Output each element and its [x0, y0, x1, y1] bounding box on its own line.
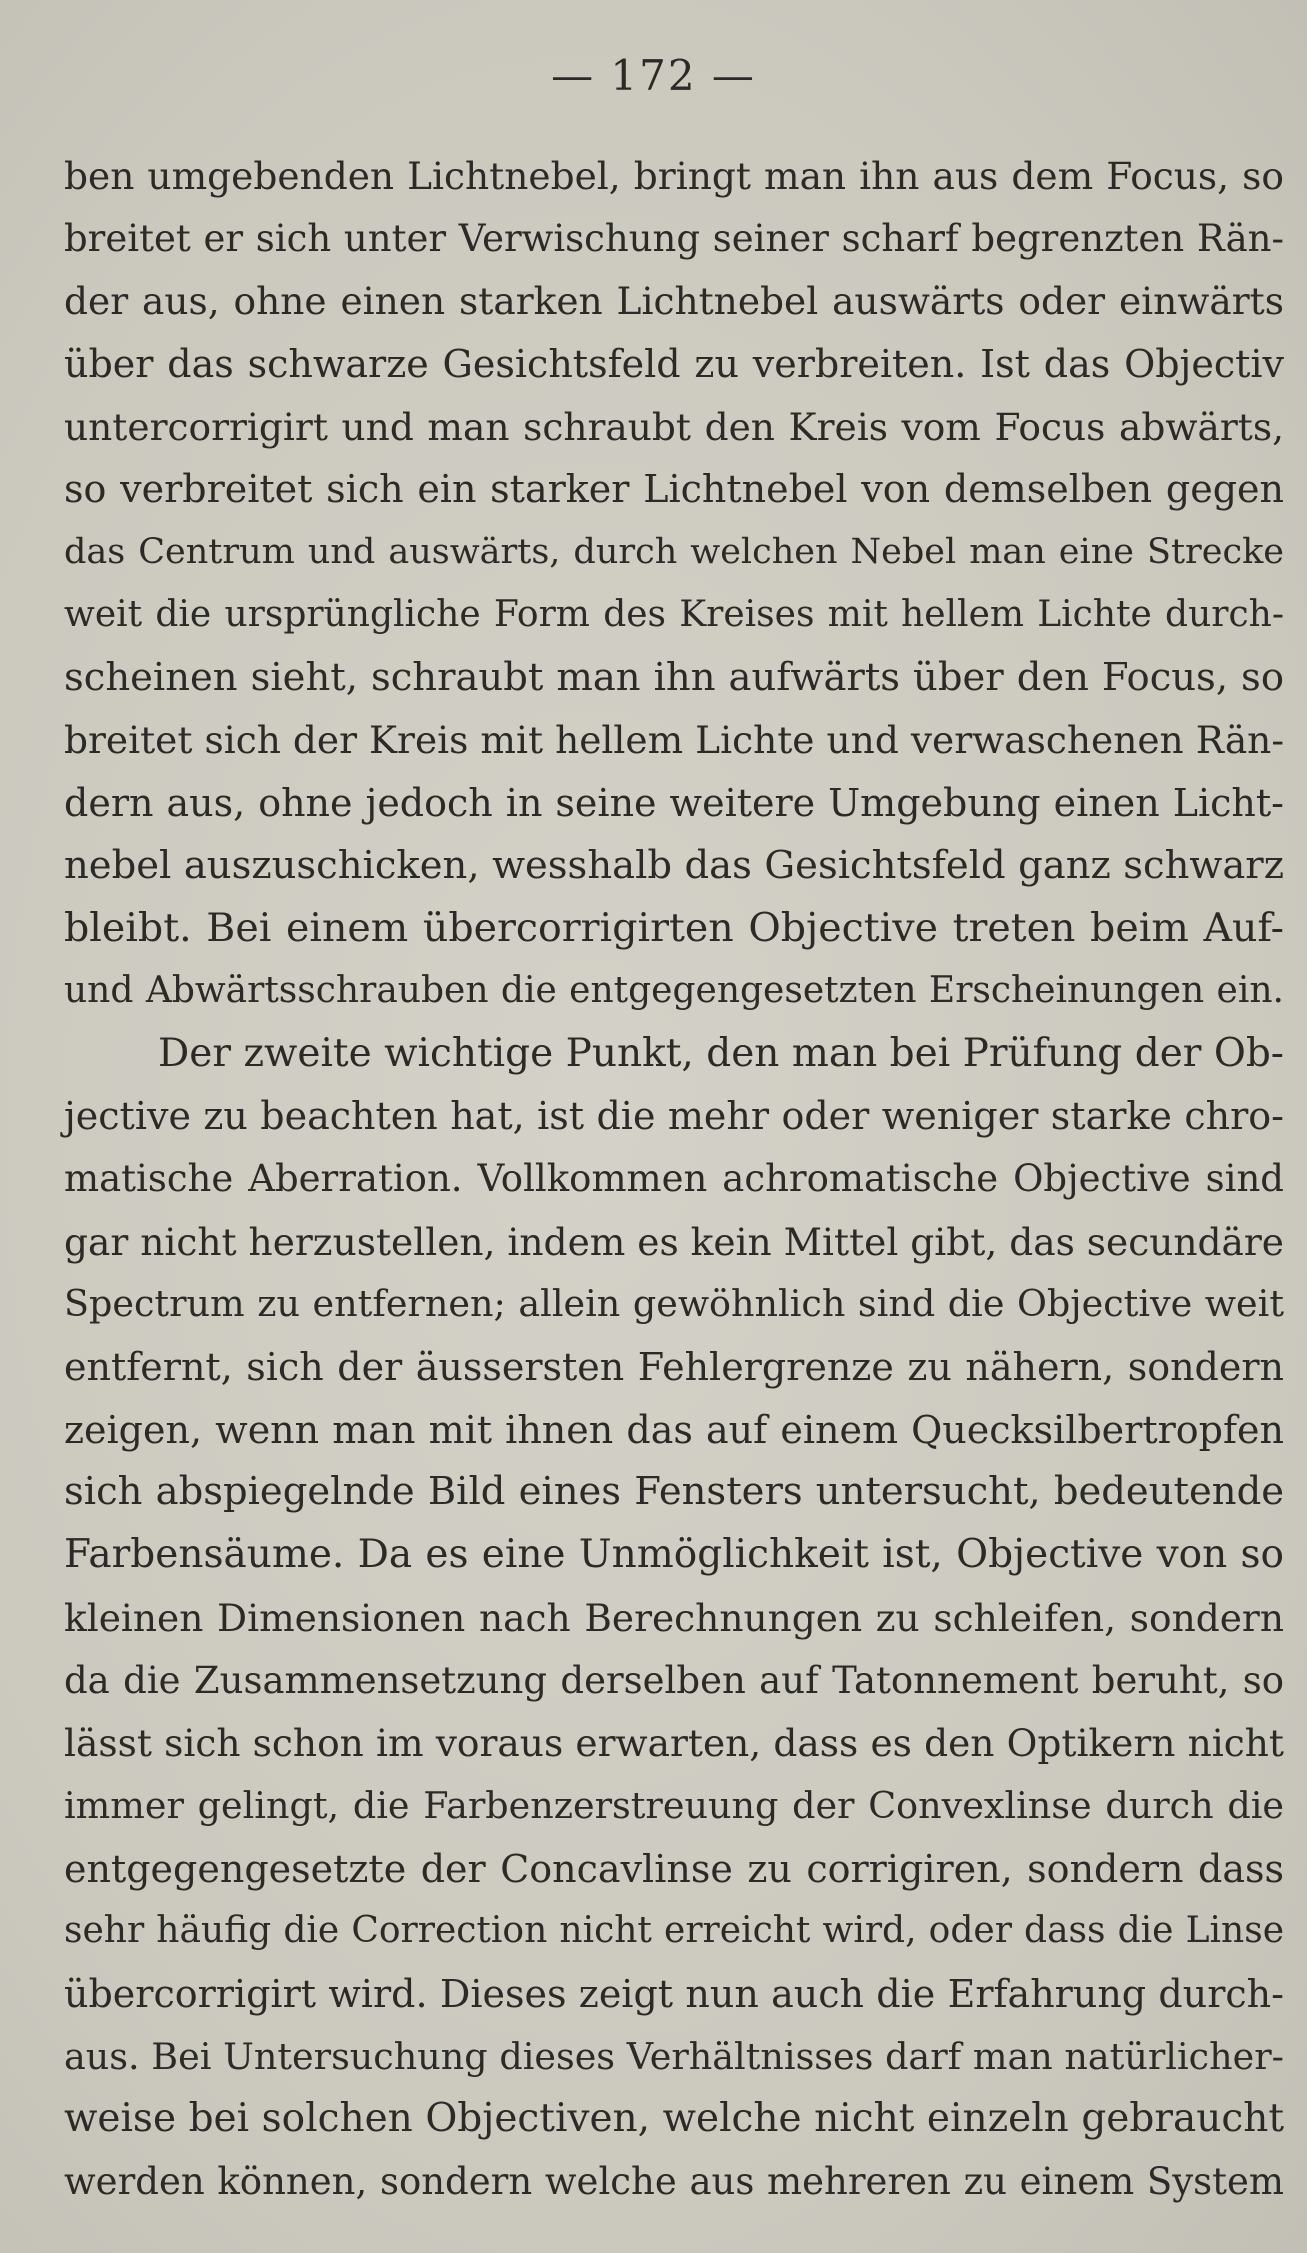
text-line: übercorrigirt wird. Dieses zeigt nun auch die Erfahrung durch-: [64, 1971, 1284, 2016]
paragraph-end-line: und Abwärtsschrauben die entgegengesetzten Erscheinungen ein.: [64, 969, 1284, 1011]
page-number: — 172 —: [551, 51, 756, 100]
text-line: immer gelingt, die Farbenzerstreuung der Convexlinse durch die: [64, 1783, 1284, 1827]
text-line: sehr häufig die Correction nicht erreicht wird, oder dass die Linse: [64, 1910, 1284, 1952]
text-line: lässt sich schon im voraus erwarten, dass es den Optikern nicht: [64, 1721, 1284, 1766]
paragraph-start-line: Der zweite wichtige Punkt, den man bei Prüfung der Ob-: [158, 1030, 1284, 1076]
text-line: matische Aberration. Vollkommen achromatische Objective sind: [64, 1157, 1284, 1200]
text-line: über das schwarze Gesichtsfeld zu verbreiten. Ist das Objectiv: [64, 342, 1284, 387]
text-line: weise bei solchen Objectiven, welche nicht einzeln gebraucht: [64, 2096, 1284, 2142]
text-line: da die Zusammensetzung derselben auf Tatonnement beruht, so: [64, 1658, 1284, 1702]
text-line: werden können, sondern welche aus mehreren zu einem System: [64, 2160, 1284, 2203]
text-line: Farbensäume. Da es eine Unmöglichkeit ist, Objective von so: [64, 1532, 1284, 1578]
text-line: Spectrum zu entfernen; allein gewöhnlich sind die Objective weit: [64, 1282, 1284, 1326]
text-line: untercorrigirt und man schraubt den Kreis vom Focus abwärts,: [64, 404, 1284, 449]
text-line: zeigen, wenn man mit ihnen das auf einem Quecksilbertropfen: [64, 1407, 1284, 1452]
text-line: bleibt. Bei einem übercorrigirten Objective treten beim Auf-: [64, 905, 1284, 952]
body-text: [64, 145, 1284, 2214]
text-line: ben umgebenden Lichtnebel, bringt man ihn aus dem Focus, so: [64, 154, 1284, 198]
text-line: das Centrum und auswärts, durch welchen Nebel man eine Strecke: [64, 532, 1284, 573]
text-line: nebel auszuschicken, wesshalb das Gesichtsfeld ganz schwarz: [64, 842, 1284, 888]
text-line: scheinen sieht, schraubt man ihn aufwärts über den Focus, so: [64, 654, 1284, 700]
text-line: gar nicht herzustellen, indem es kein Mittel gibt, das secundäre: [64, 1219, 1284, 1264]
text-line: der aus, ohne einen starken Lichtnebel auswärts oder einwärts: [64, 279, 1284, 324]
text-line: so verbreitet sich ein starker Lichtnebel von demselben gegen: [64, 467, 1284, 512]
text-line: weit die ursprüngliche Form des Kreises mit hellem Lichte durch-: [64, 593, 1284, 635]
text-line: sich abspiegelnde Bild eines Fensters untersucht, bedeutende: [64, 1469, 1284, 1515]
text-line: dern aus, ohne jedoch in seine weitere Umgebung einen Licht-: [64, 780, 1284, 825]
text-line: breitet sich der Kreis mit hellem Lichte und verwaschenen Rän-: [64, 718, 1284, 763]
text-line: aus. Bei Untersuchung dieses Verhältnisses darf man natürlicher-: [64, 2034, 1284, 2078]
text-line: entfernt, sich der äussersten Fehlergrenze zu nähern, sondern: [64, 1345, 1284, 1390]
text-line: breitet er sich unter Verwischung seiner scharf begrenzten Rän-: [64, 216, 1284, 260]
text-line: kleinen Dimensionen nach Berechnungen zu schleifen, sondern: [64, 1595, 1284, 1640]
text-line: jective zu beachten hat, ist die mehr oder weniger starke chro-: [64, 1094, 1284, 1139]
text-line: entgegengesetzte der Concavlinse zu corrigiren, sondern dass: [64, 1846, 1284, 1891]
